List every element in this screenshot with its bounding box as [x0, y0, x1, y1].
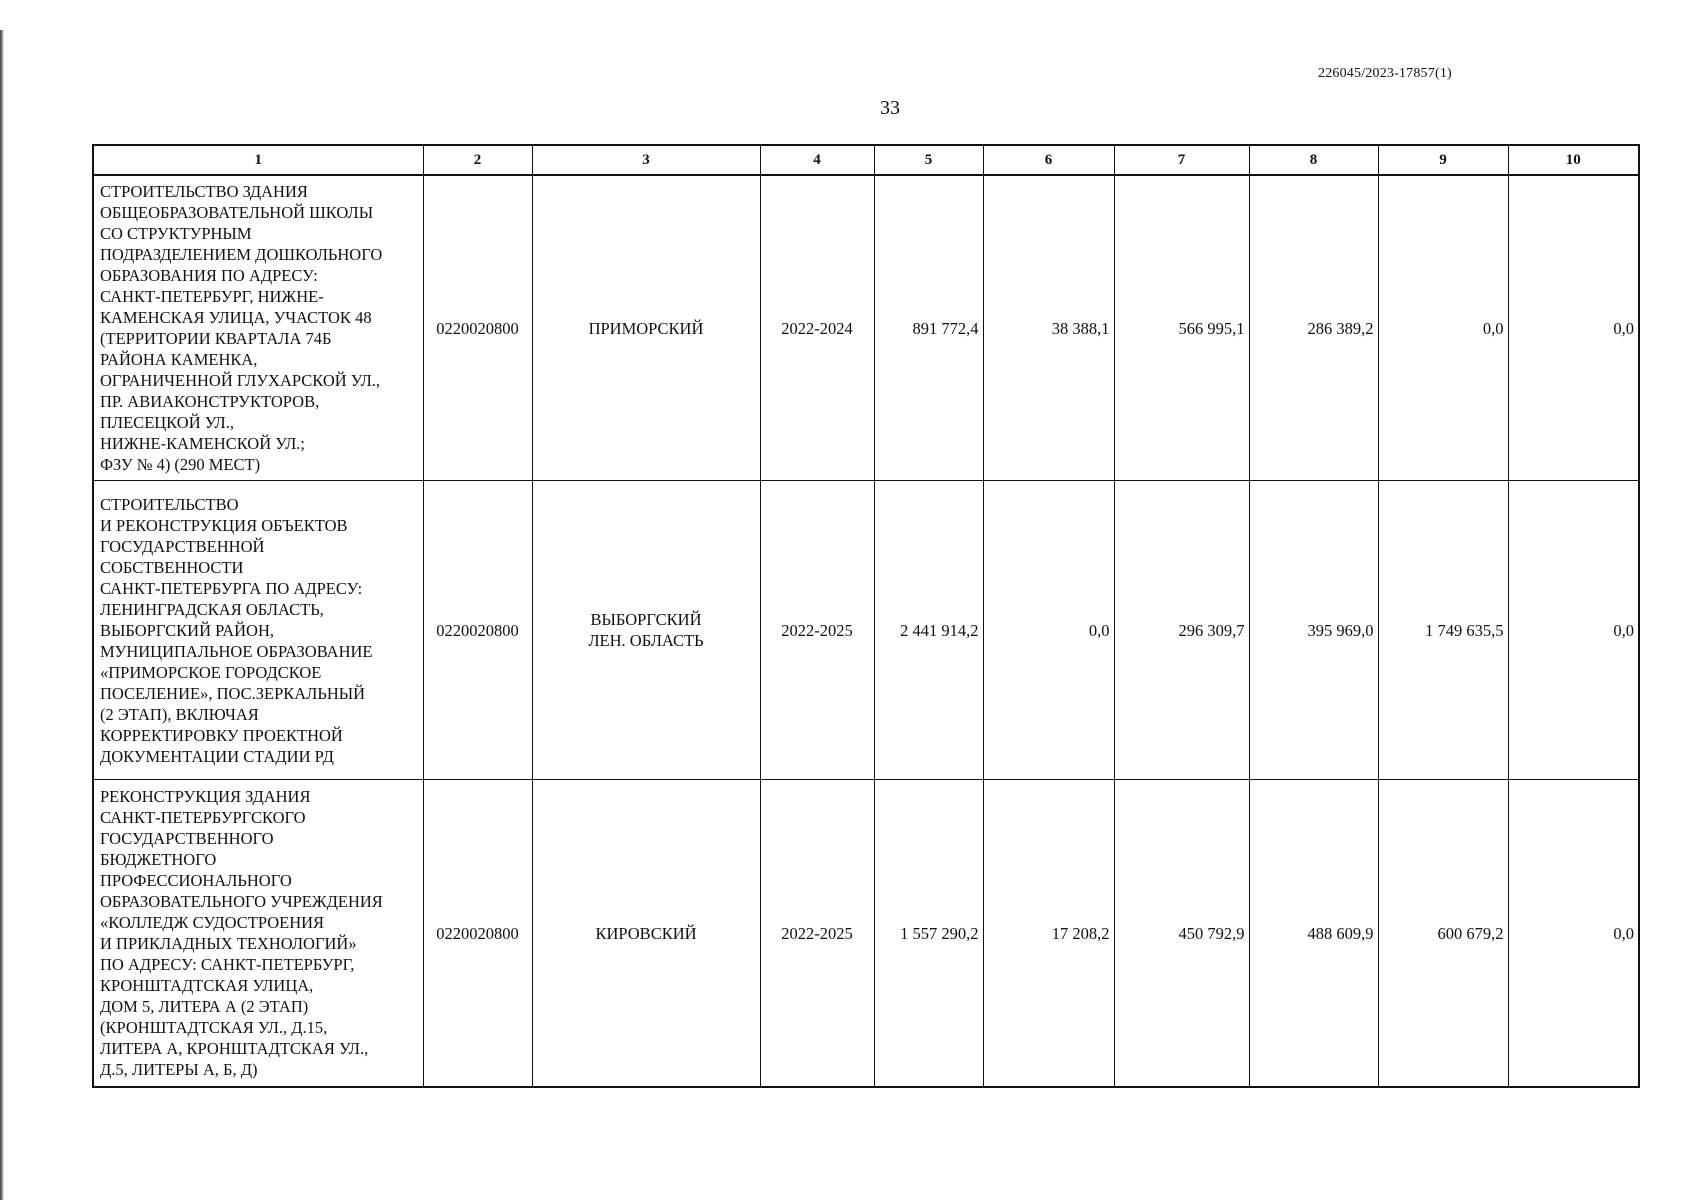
column-header: 6: [983, 145, 1114, 175]
amount-cell-col8: 286 389,2: [1249, 175, 1378, 481]
column-header: 4: [760, 145, 874, 175]
amount-cell-col9: 0,0: [1378, 175, 1508, 481]
code-cell: 0220020800: [423, 481, 532, 780]
period-cell: 2022-2025: [760, 780, 874, 1088]
column-header: 3: [532, 145, 760, 175]
amount-cell-col8: 395 969,0: [1249, 481, 1378, 780]
amount-cell-col9: 600 679,2: [1378, 780, 1508, 1088]
column-header: 5: [874, 145, 983, 175]
amount-cell-col6: 0,0: [983, 481, 1114, 780]
scan-edge: [0, 30, 4, 1200]
amount-cell-col7: 450 792,9: [1114, 780, 1249, 1088]
amount-cell-col5: 1 557 290,2: [874, 780, 983, 1088]
object-name-cell: СТРОИТЕЛЬСТВО ЗДАНИЯ ОБЩЕОБРАЗОВАТЕЛЬНОЙ ШКОЛЫ СО СТРУКТУРНЫМ ПОДРАЗДЕЛЕНИЕМ ДОШКОЛЬНОГО ОБРАЗОВАНИЯ ПО АДРЕСУ: САНКТ-ПЕТЕРБУРГ, НИЖНЕ- КАМЕНСКАЯ УЛИЦА, УЧАСТОК 48 (ТЕРРИТОРИИ КВАРТАЛА 74Б РАЙОНА КАМЕНКА, ОГРАНИЧЕННОЙ ГЛУХАРСКОЙ УЛ., ПР. АВИАКОНСТРУКТОРОВ, ПЛЕСЕЦКОЙ УЛ., НИЖНЕ-КАМЕНСКОЙ УЛ.; ФЗУ № 4) (290 МЕСТ): [93, 175, 423, 481]
document-number: 226045/2023-17857(1): [1318, 66, 1452, 81]
amount-cell-col10: 0,0: [1508, 780, 1639, 1088]
table-row: [93, 481, 1639, 780]
column-header: 1: [93, 145, 423, 175]
district-cell: КИРОВСКИЙ: [532, 780, 760, 1088]
column-header: 7: [1114, 145, 1249, 175]
district-cell: ВЫБОРГСКИЙ ЛЕН. ОБЛАСТЬ: [532, 481, 760, 780]
table-row: [93, 780, 1639, 1088]
amount-cell-col5: 2 441 914,2: [874, 481, 983, 780]
amount-cell-col10: 0,0: [1508, 175, 1639, 481]
table-row: [93, 175, 1639, 481]
amount-cell-col9: 1 749 635,5: [1378, 481, 1508, 780]
column-header: 2: [423, 145, 532, 175]
amount-cell-col6: 17 208,2: [983, 780, 1114, 1088]
page-number: 33: [880, 97, 900, 119]
amount-cell-col10: 0,0: [1508, 481, 1639, 780]
investment-table: [92, 144, 1640, 1088]
district-cell: ПРИМОРСКИЙ: [532, 175, 760, 481]
column-header: 10: [1508, 145, 1639, 175]
object-name-cell: СТРОИТЕЛЬСТВО И РЕКОНСТРУКЦИЯ ОБЪЕКТОВ ГОСУДАРСТВЕННОЙ СОБСТВЕННОСТИ САНКТ-ПЕТЕРБУРГА ПО АДРЕСУ: ЛЕНИНГРАДСКАЯ ОБЛАСТЬ, ВЫБОРГСКИЙ РАЙОН, МУНИЦИПАЛЬНОЕ ОБРАЗОВАНИЕ «ПРИМОРСКОЕ ГОРОДСКОЕ ПОСЕЛЕНИЕ», ПОС.ЗЕРКАЛЬНЫЙ (2 ЭТАП), ВКЛЮЧАЯ КОРРЕКТИРОВКУ ПРОЕКТНОЙ ДОКУМЕНТАЦИИ СТАДИИ РД: [93, 481, 423, 780]
amount-cell-col6: 38 388,1: [983, 175, 1114, 481]
period-cell: 2022-2024: [760, 175, 874, 481]
column-header: 9: [1378, 145, 1508, 175]
code-cell: 0220020800: [423, 780, 532, 1088]
amount-cell-col7: 566 995,1: [1114, 175, 1249, 481]
object-name-cell: РЕКОНСТРУКЦИЯ ЗДАНИЯ САНКТ-ПЕТЕРБУРГСКОГО ГОСУДАРСТВЕННОГО БЮДЖЕТНОГО ПРОФЕССИОНАЛЬНОГО ОБРАЗОВАТЕЛЬНОГО УЧРЕЖДЕНИЯ «КОЛЛЕДЖ СУДОСТРОЕНИЯ И ПРИКЛАДНЫХ ТЕХНОЛОГИЙ» ПО АДРЕСУ: САНКТ-ПЕТЕРБУРГ, КРОНШТАДТСКАЯ УЛИЦА, ДОМ 5, ЛИТЕРА А (2 ЭТАП) (КРОНШТАДТСКАЯ УЛ., Д.15, ЛИТЕРА А, КРОНШТАДТСКАЯ УЛ., Д.5, ЛИТЕРЫ А, Б, Д): [93, 780, 423, 1088]
table-header-row: [93, 145, 1639, 175]
amount-cell-col8: 488 609,9: [1249, 780, 1378, 1088]
amount-cell-col5: 891 772,4: [874, 175, 983, 481]
amount-cell-col7: 296 309,7: [1114, 481, 1249, 780]
period-cell: 2022-2025: [760, 481, 874, 780]
column-header: 8: [1249, 145, 1378, 175]
code-cell: 0220020800: [423, 175, 532, 481]
